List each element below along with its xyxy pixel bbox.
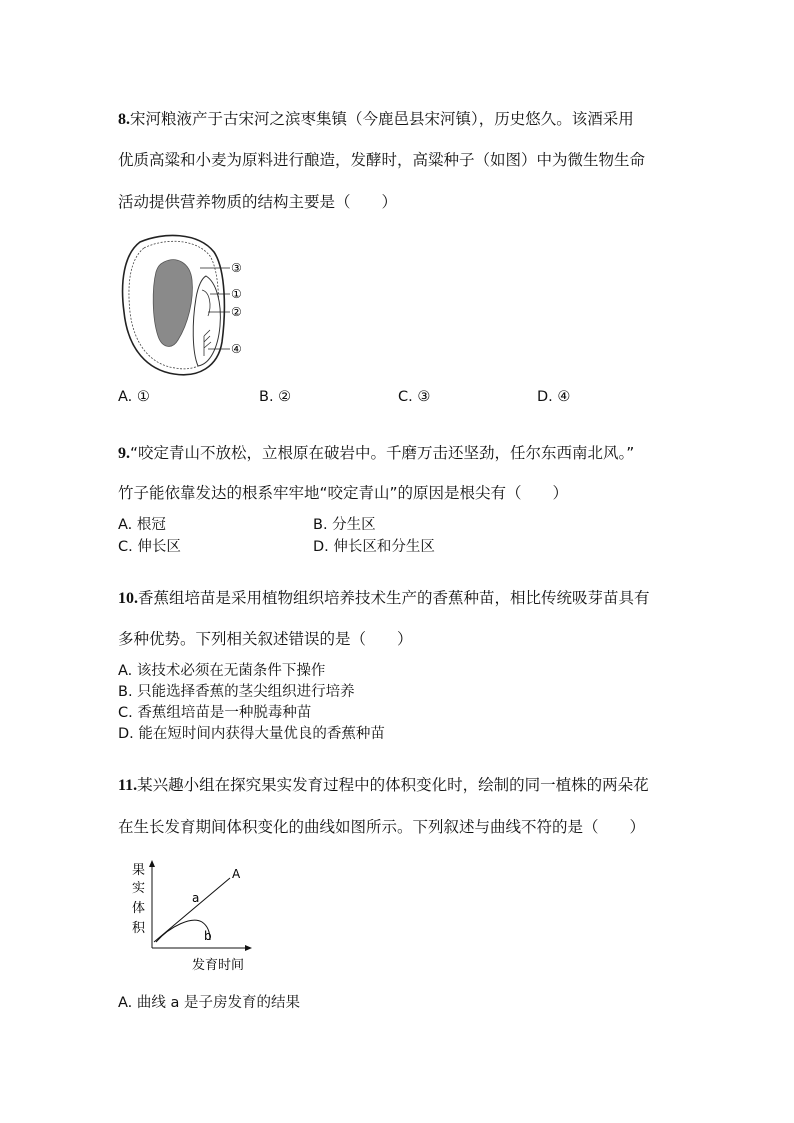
q8-option-d[interactable]: D. ④: [537, 389, 571, 405]
q8-line3: 活动提供营养物质的结构主要是（ ）: [118, 193, 398, 211]
curve-b-label: b: [204, 929, 212, 943]
q11-line2: 在生长发育期间体积变化的曲线如图所示。下列叙述与曲线不符的是（ ）: [118, 818, 646, 836]
y-label-char-3: 体: [132, 901, 146, 916]
label-2: ②: [231, 305, 242, 319]
q8-line1: 8.宋河粮液产于古宋河之滨枣集镇（今鹿邑县宋河镇），历史悠久。该酒采用: [118, 110, 634, 128]
y-label-char-4: 积: [132, 921, 146, 936]
q11-number: 11.: [118, 777, 138, 794]
embryo-region: [193, 276, 220, 366]
q8-option-b[interactable]: B. ②: [259, 389, 292, 405]
q10-number: 10.: [118, 590, 138, 607]
q9-line1: 9.“咬定青山不放松，立根原在破岩中。千磨万击还坚劲，任尔东西南北风。”: [118, 444, 635, 462]
q10-line2: 多种优势。下列相关叙述错误的是（ ）: [118, 630, 413, 648]
q9-option-d[interactable]: D. 伸长区和分生区: [313, 539, 435, 555]
fruit-volume-graph: [126, 856, 266, 976]
q10-line1: 10.香蕉组培苗是采用植物组织培养技术生产的香蕉种苗，相比传统吸芽苗具有: [118, 589, 650, 607]
q9-line2: 竹子能依靠发达的根系牢牢地“咬定青山”的原因是根尖有（ ）: [118, 484, 569, 502]
q11-option-a[interactable]: A. 曲线 a 是子房发育的结果: [118, 995, 300, 1011]
curve-A-label: A: [232, 867, 241, 881]
curve-a-label: a: [192, 891, 200, 905]
y-axis-arrow: [149, 860, 155, 867]
q8-line2: 优质高粱和小麦为原料进行酿造，发酵时，高粱种子（如图）中为微生物生命: [118, 151, 646, 169]
q9-option-c[interactable]: C. 伸长区: [118, 539, 181, 555]
y-label-char-1: 果: [132, 863, 146, 878]
sorghum-seed-figure: [118, 232, 258, 380]
endosperm: [153, 260, 192, 347]
q10-option-c[interactable]: C. 香蕉组培苗是一种脱毒种苗: [118, 705, 312, 721]
y-label-char-2: 实: [132, 881, 146, 896]
q11-line1: 11.某兴趣小组在探究果实发育过程中的体积变化时，绘制的同一植株的两朵花: [118, 776, 649, 794]
x-axis-arrow: [245, 945, 252, 951]
curve-b: [156, 920, 210, 942]
q9-option-a[interactable]: A. 根冠: [118, 517, 166, 533]
q9-option-b[interactable]: B. 分生区: [313, 517, 376, 533]
q8-option-a[interactable]: A. ①: [118, 389, 150, 405]
label-1: ①: [231, 287, 242, 301]
q10-option-a[interactable]: A. 该技术必须在无菌条件下操作: [118, 663, 326, 679]
q9-number: 9.: [118, 445, 130, 462]
label-3: ③: [231, 261, 242, 275]
x-axis-label: 发育时间: [192, 958, 245, 973]
q10-option-d[interactable]: D. 能在短时间内获得大量优良的香蕉种苗: [118, 726, 385, 742]
label-4: ④: [231, 342, 242, 356]
q8-number: 8.: [118, 111, 130, 128]
q10-option-b[interactable]: B. 只能选择香蕉的茎尖组织进行培养: [118, 684, 355, 700]
q8-option-c[interactable]: C. ③: [398, 389, 431, 405]
